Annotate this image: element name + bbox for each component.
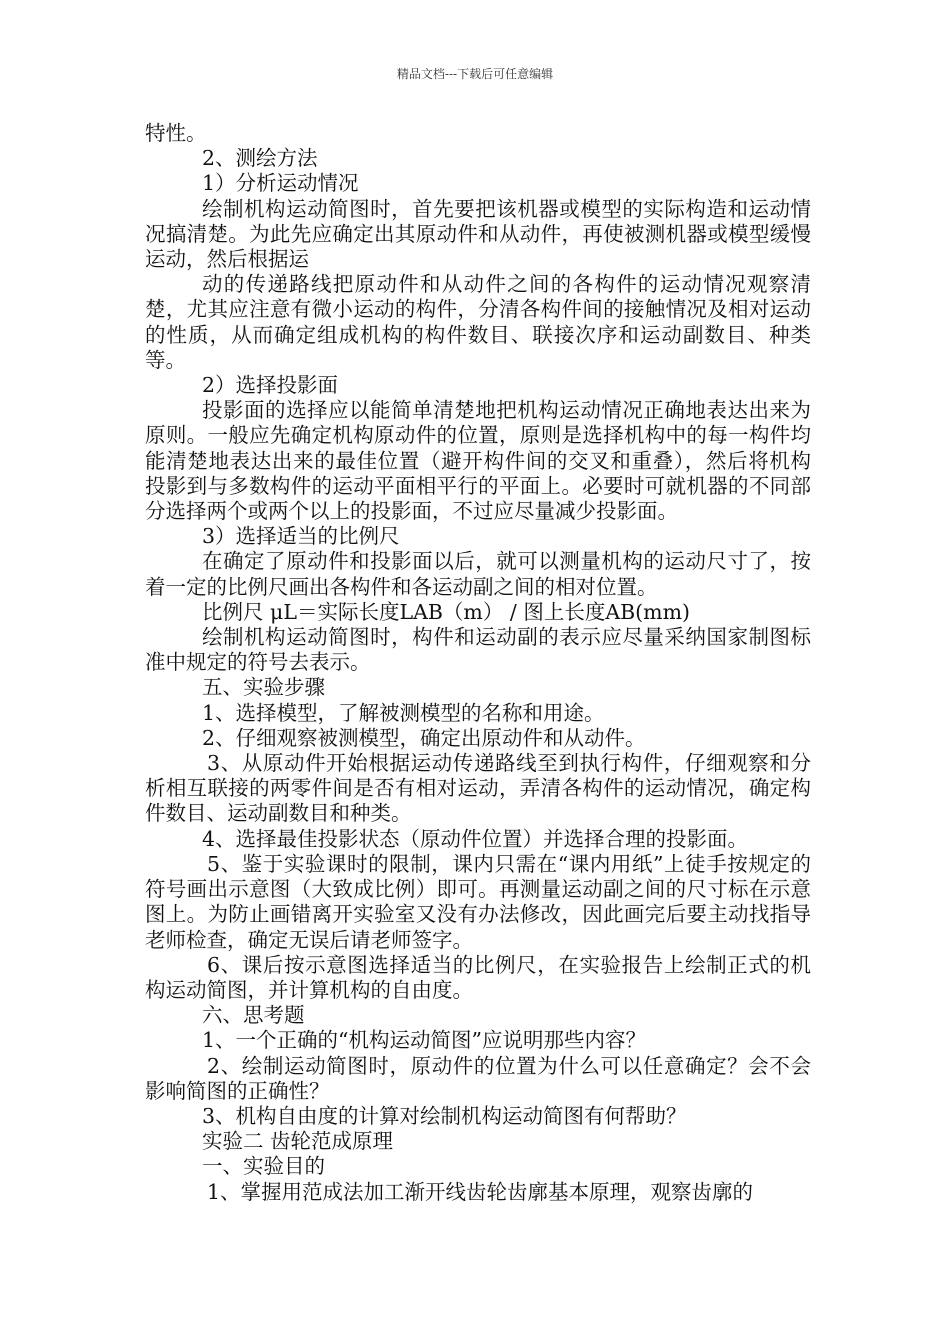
subsection-heading: 2）选择投影面: [202, 373, 339, 398]
subsection-heading: 1）分析运动情况: [202, 171, 359, 196]
subsection-heading: 3）选择适当的比例尺: [202, 524, 400, 549]
document-body: [145, 121, 811, 1205]
paragraph: 动的传递路线把原动件和从动件之间的各构件的运动情况观察清楚，尤其应注意有微小运动的构件，分清各构件间的接触情况及相对运动的性质，从而确定组成机构的构件数目、联接次序和运动副数目、种类等。: [145, 272, 811, 372]
list-item: 3、机构自由度的计算对绘制机构运动简图有何帮助？: [202, 1103, 687, 1128]
list-item: 6、课后按示意图选择适当的比例尺，在实验报告上绘制正式的机构运动简图，并计算机构的自由度。: [145, 952, 811, 1002]
paragraph: 绘制机构运动简图时，首先要把该机器或模型的实际构造和运动情况搞清楚。为此先应确定出其原动件和从动件，再使被测机器或模型缓慢运动，然后根据运: [145, 196, 811, 272]
formula-line: 比例尺 μL＝实际长度LAB（m） / 图上长度AB(mm): [202, 599, 691, 624]
section-heading: 一、实验目的: [202, 1154, 325, 1179]
list-item: 4、选择最佳投影状态（原动件位置）并选择合理的投影面。: [202, 826, 749, 851]
list-item: 1、选择模型，了解被测模型的名称和用途。: [202, 700, 605, 725]
list-item: 1、一个正确的“机构运动简图”应说明那些内容？: [202, 1028, 647, 1053]
section-heading: 五、实验步骤: [202, 675, 325, 700]
list-item: 3、从原动件开始根据运动传递路线至到执行构件，仔细观察和分析相互联接的两零件间是否有相对运动，弄清各构件的运动情况，确定构件数目、运动副数目和种类。: [145, 751, 811, 826]
paragraph: 绘制机构运动简图时，构件和运动副的表示应尽量采纳国家制图标准中规定的符号去表示。: [145, 625, 811, 675]
chapter-heading: 实验二 齿轮范成原理: [202, 1129, 394, 1154]
section-heading: 六、思考题: [202, 1003, 305, 1028]
paragraph: 投影面的选择应以能简单清楚地把机构运动情况正确地表达出来为原则。一般应先确定机构原动件的位置，原则是选择机构中的每一构件均能清楚地表达出来的最佳位置（避开构件间的交叉和重叠），然后将机构投影到与多数构件的运动平面相平行的平面上。必要时可就机器的不同部分选择两个或两个以上的投影面，不过应尽量减少投影面。: [145, 398, 811, 524]
list-item: 5、鉴于实验课时的限制，课内只需在“课内用纸”上徒手按规定的符号画出示意图（大致成比例）即可。再测量运动副之间的尺寸标在示意图上。为防止画错离开实验室又没有办法修改，因此画完后要主动找指导老师检查，确定无误后请老师签字。: [145, 851, 811, 952]
list-item: 2、绘制运动简图时，原动件的位置为什么可以任意确定？会不会影响简图的正确性？: [145, 1053, 811, 1103]
list-item: 2、仔细观察被测模型，确定出原动件和从动件。: [202, 725, 646, 750]
page-header: 精品文档---下载后可任意编辑: [396, 67, 554, 81]
list-item: 1、掌握用范成法加工渐开线齿轮齿廓基本原理，观察齿廓的: [207, 1179, 754, 1204]
paragraph: 在确定了原动件和投影面以后，就可以测量机构的运动尺寸了，按着一定的比例尺画出各构件和各运动副之间的相对位置。: [145, 549, 811, 599]
section-heading: 2、测绘方法: [202, 146, 318, 171]
paragraph: 特性。: [145, 121, 207, 145]
